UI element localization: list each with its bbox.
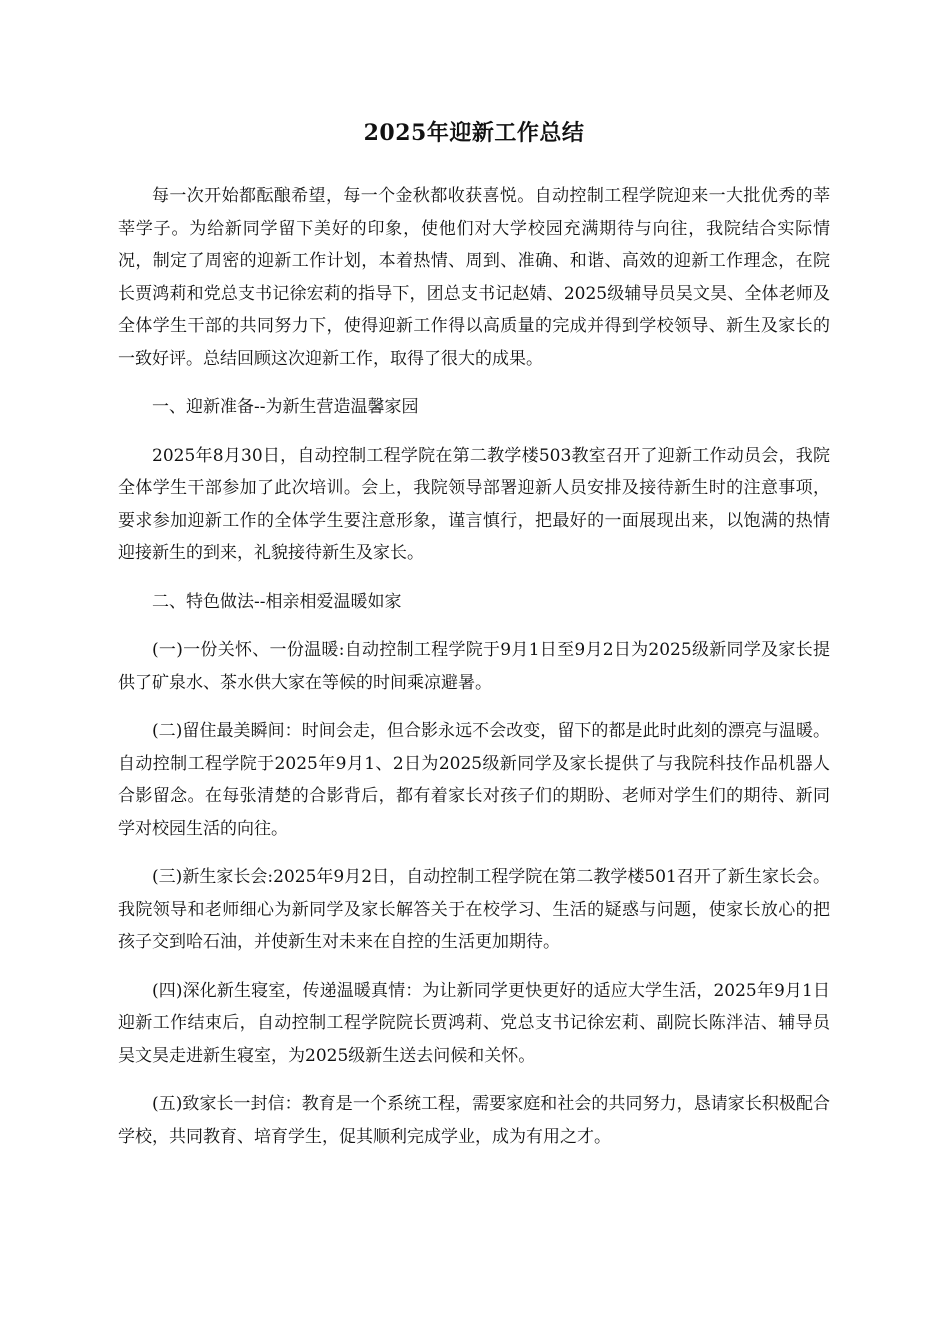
- intro-paragraph: 每一次开始都酝酿希望，每一个金秋都收获喜悦。自动控制工程学院迎来一大批优秀的莘莘学子。为给新同学留下美好的印象，使他们对大学校园充满期待与向往，我院结合实际情况，制定了周密的迎新工作计划，本着热情、周到、准确、和谐、高效的迎新工作理念，在院长贾鸿莉和党总支书记徐宏莉的指导下，团总支书记赵婧、2025级辅导员吴文昊、全体老师及全体学生干部的共同努力下，使得迎新工作得以高质量的完成并得到学校领导、新生及家长的一致好评。总结回顾这次迎新工作，取得了很大的成果。: [118, 186, 830, 369]
- feature-item-1: (一)一份关怀、一份温暖:自动控制工程学院于9月1日至9月2日为2025级新同学及家长提供了矿泉水、茶水供大家在等候的时间乘凉避暑。: [118, 640, 830, 693]
- feature-item-5: (五)致家长一封信：教育是一个系统工程，需要家庭和社会的共同努力，恳请家长积极配合学校，共同教育、培育学生，促其顺利完成学业，成为有用之才。: [118, 1094, 830, 1147]
- document-title: 2025年迎新工作总结: [363, 120, 585, 146]
- feature-item-3: (三)新生家长会:2025年9月2日，自动控制工程学院在第二教学楼501召开了新生家长会。我院领导和老师细心为新同学及家长解答关于在校学习、生活的疑惑与问题，使家长放心的把孩子交到哈石油，并使新生对未来在自控的生活更加期待。: [118, 867, 830, 952]
- feature-item-4: (四)深化新生寝室，传递温暖真情：为让新同学更快更好的适应大学生活，2025年9月1日迎新工作结束后，自动控制工程学院院长贾鸿莉、党总支书记徐宏莉、副院长陈泮洁、辅导员吴文昊走进新生寝室，为2025级新生送去问候和关怀。: [118, 980, 830, 1066]
- preparation-paragraph: 2025年8月30日，自动控制工程学院在第二教学楼503教室召开了迎新工作动员会，我院全体学生干部参加了此次培训。会上，我院领导部署迎新人员安排及接待新生时的注意事项，要求参加迎新工作的全体学生要注意形象，谨言慎行，把最好的一面展现出来，以饱满的热情迎接新生的到来，礼貌接待新生及家长。: [118, 445, 830, 563]
- section-heading-features: 二、特色做法--相亲相爱温暖如家: [152, 591, 402, 612]
- section-heading-preparation: 一、迎新准备--为新生营造温馨家园: [152, 397, 419, 417]
- feature-item-2: (二)留住最美瞬间：时间会走，但合影永远不会改变，留下的都是此时此刻的漂亮与温暖。自动控制工程学院于2025年9月1、2日为2025级新同学及家长提供了与我院科技作品机器人合影留念。在每张清楚的合影背后，都有着家长对孩子们的期盼、老师对学生们的期待、新同学对校园生活的向往。: [118, 721, 830, 839]
